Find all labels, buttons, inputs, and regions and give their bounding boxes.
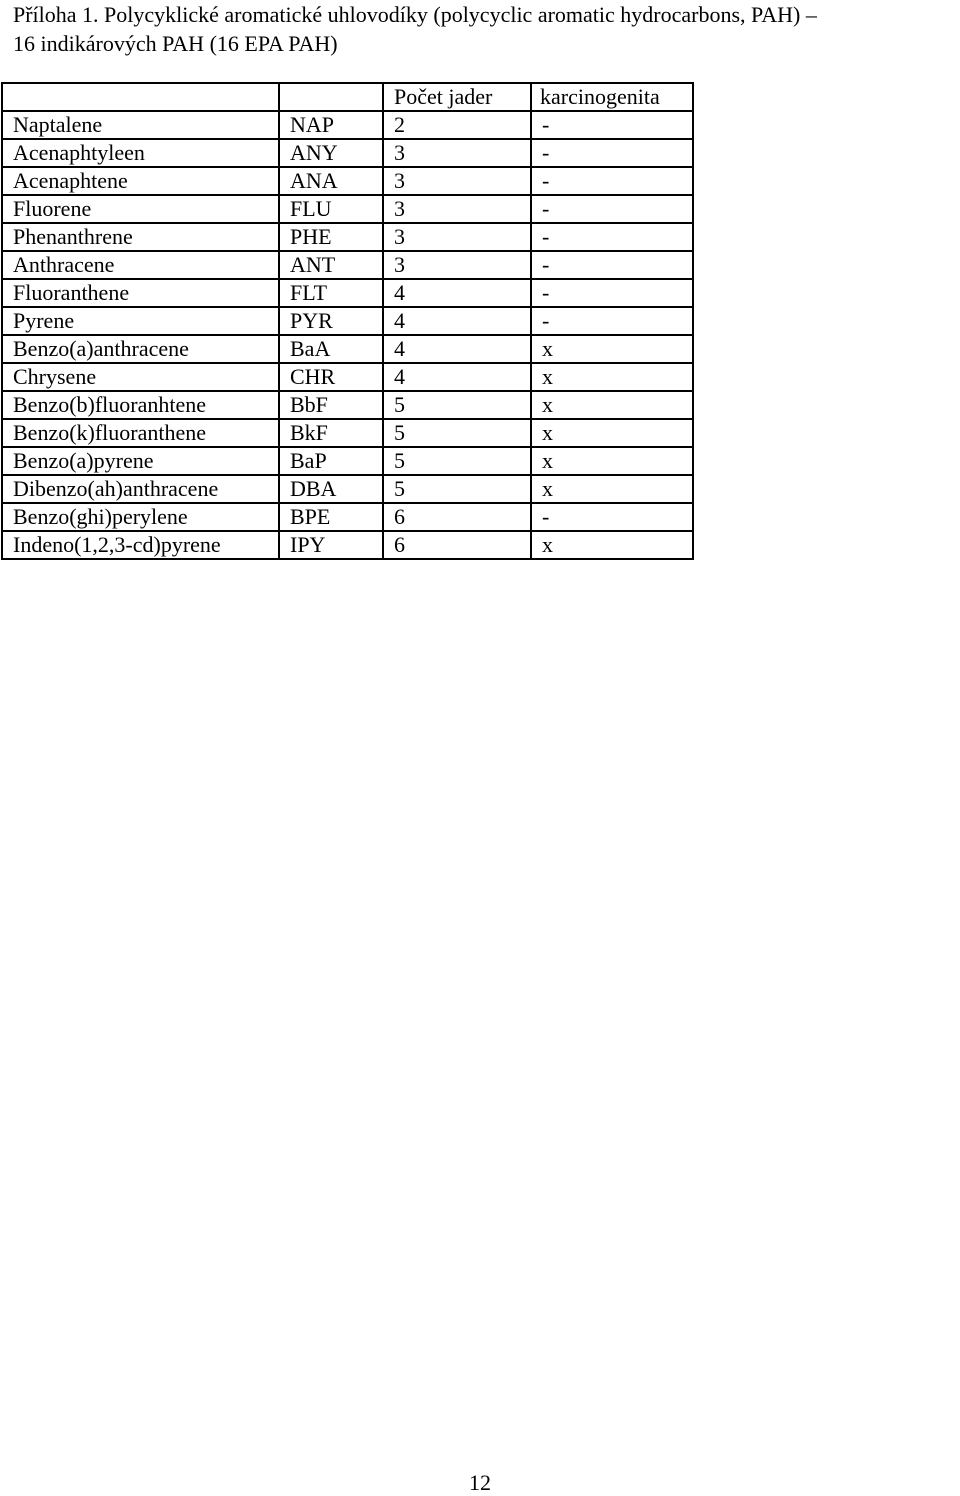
compound-abbreviation-cell: BaA [279,335,383,363]
compound-abbreviation-cell: IPY [279,531,383,559]
carcinogenicity-cell: - [531,251,693,279]
compound-name-cell: Naptalene [2,111,279,139]
ring-count-cell: 4 [383,335,531,363]
document-heading [13,0,953,58]
compound-name-cell: Benzo(b)fluoranhtene [2,391,279,419]
compound-abbreviation-cell: BkF [279,419,383,447]
table-row [2,531,693,559]
table-row [2,307,693,335]
carcinogenicity-cell: x [531,363,693,391]
table-row [2,447,693,475]
carcinogenicity-cell: x [531,335,693,363]
ring-count-cell: 6 [383,503,531,531]
table-row [2,335,693,363]
compound-name-cell: Indeno(1,2,3-cd)pyrene [2,531,279,559]
ring-count-cell: 6 [383,531,531,559]
compound-abbreviation-cell: BbF [279,391,383,419]
compound-name-cell: Benzo(ghi)perylene [2,503,279,531]
carcinogenicity-cell: - [531,167,693,195]
compound-name-cell: Benzo(a)pyrene [2,447,279,475]
ring-count-cell: 4 [383,307,531,335]
ring-count-cell: 3 [383,139,531,167]
pah-table [1,82,694,560]
pah-table-body [2,83,693,559]
table-row [2,251,693,279]
header-cell-name [2,83,279,111]
compound-name-cell: Fluorene [2,195,279,223]
page-number: 12 [469,1470,491,1495]
header-cell-abbr [279,83,383,111]
table-row [2,195,693,223]
compound-name-cell: Benzo(a)anthracene [2,335,279,363]
compound-abbreviation-cell: ANT [279,251,383,279]
table-row [2,279,693,307]
compound-abbreviation-cell: ANY [279,139,383,167]
carcinogenicity-cell: - [531,503,693,531]
carcinogenicity-cell: x [531,419,693,447]
table-row [2,363,693,391]
compound-name-cell: Anthracene [2,251,279,279]
compound-name-cell: Phenanthrene [2,223,279,251]
carcinogenicity-cell: x [531,531,693,559]
compound-name-cell: Fluoranthene [2,279,279,307]
table-row [2,475,693,503]
compound-name-cell: Benzo(k)fluoranthene [2,419,279,447]
ring-count-cell: 5 [383,391,531,419]
compound-abbreviation-cell: NAP [279,111,383,139]
compound-abbreviation-cell: BPE [279,503,383,531]
compound-name-cell: Acenaphtyleen [2,139,279,167]
compound-abbreviation-cell: FLU [279,195,383,223]
header-cell-ring-count: Počet jader [383,83,531,111]
carcinogenicity-cell: - [531,307,693,335]
ring-count-cell: 5 [383,475,531,503]
ring-count-cell: 3 [383,223,531,251]
carcinogenicity-cell: - [531,195,693,223]
header-cell-carcinogenicity: karcinogenita [531,83,693,111]
table-row [2,419,693,447]
compound-abbreviation-cell: ANA [279,167,383,195]
ring-count-cell: 3 [383,195,531,223]
carcinogenicity-cell: - [531,139,693,167]
table-row [2,391,693,419]
carcinogenicity-cell: x [531,447,693,475]
compound-name-cell: Dibenzo(ah)anthracene [2,475,279,503]
ring-count-cell: 2 [383,111,531,139]
ring-count-cell: 4 [383,363,531,391]
table-row [2,167,693,195]
carcinogenicity-cell: x [531,391,693,419]
compound-abbreviation-cell: CHR [279,363,383,391]
ring-count-cell: 3 [383,167,531,195]
heading-line-1: Příloha 1. Polycyklické aromatické uhlovodíky (polycyclic aromatic hydrocarbons, PAH) – [13,2,817,27]
table-row [2,223,693,251]
carcinogenicity-cell: - [531,279,693,307]
table-header-row [2,83,693,111]
compound-abbreviation-cell: FLT [279,279,383,307]
table-row [2,139,693,167]
ring-count-cell: 4 [383,279,531,307]
heading-line-2: 16 indikárových PAH (16 EPA PAH) [13,31,338,56]
compound-name-cell: Acenaphtene [2,167,279,195]
table-row [2,111,693,139]
compound-abbreviation-cell: DBA [279,475,383,503]
compound-abbreviation-cell: BaP [279,447,383,475]
ring-count-cell: 5 [383,447,531,475]
carcinogenicity-cell: - [531,223,693,251]
ring-count-cell: 5 [383,419,531,447]
compound-abbreviation-cell: PHE [279,223,383,251]
ring-count-cell: 3 [383,251,531,279]
compound-name-cell: Chrysene [2,363,279,391]
carcinogenicity-cell: x [531,475,693,503]
table-row [2,503,693,531]
compound-abbreviation-cell: PYR [279,307,383,335]
carcinogenicity-cell: - [531,111,693,139]
compound-name-cell: Pyrene [2,307,279,335]
